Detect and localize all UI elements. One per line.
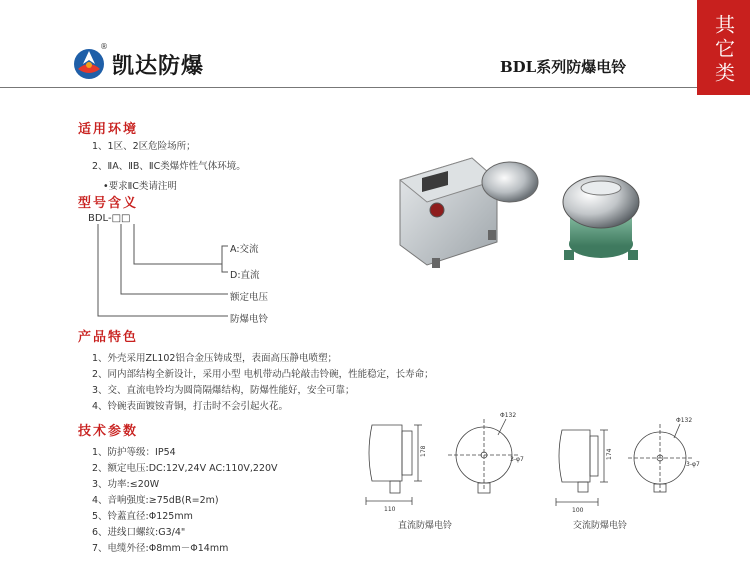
section-title-features: 产品特色 — [78, 330, 139, 345]
dc-bell-photo — [392, 150, 542, 270]
dc-holes-label: 3-φ7 — [510, 456, 524, 463]
spec-item: 4、音响强度:≥75dB(R=2m) — [92, 495, 219, 506]
spec-item: 1、防护等级：IP54 — [92, 447, 176, 458]
section-title-environment: 适用环境 — [78, 122, 139, 137]
model-label-dc: D:直流 — [230, 270, 260, 281]
section-title-model: 型号含义 — [78, 196, 139, 211]
registered-mark: ® — [100, 42, 108, 51]
spec-item: 6、进线口螺纹:G3/4" — [92, 527, 186, 538]
section-title-specs: 技术参数 — [78, 424, 139, 439]
model-label-ac: A:交流 — [230, 244, 259, 255]
spec-item: 7、电缆外径:Φ8mm－Φ14mm — [92, 543, 229, 554]
feature-item: 3、交、直流电铃均为圆筒隔爆结构，防爆性能好，安全可靠； — [92, 385, 355, 396]
model-label-voltage: 额定电压 — [230, 292, 269, 303]
ac-drawing-caption: 交流防爆电铃 — [573, 521, 628, 531]
dc-drawing-caption: 直流防爆电铃 — [398, 521, 453, 531]
product-title: BDL系列防爆电铃 — [500, 58, 627, 76]
dc-dia-label: Φ132 — [500, 412, 517, 419]
dc-bell-drawing — [360, 405, 540, 515]
spec-item: 2、额定电压:DC:12V,24V AC:110V,220V — [92, 463, 278, 474]
environment-note: •要求ⅡC类请注明 — [103, 181, 177, 192]
feature-item: 4、铃碗表面镀铵青铜，打击时不会引起火花。 — [92, 401, 289, 412]
ac-holes-label: 3-φ7 — [686, 461, 700, 468]
spec-item: 5、铃蓋直径:Φ125mm — [92, 511, 193, 522]
model-diagram — [88, 222, 228, 322]
ac-bell-drawing — [548, 410, 708, 515]
model-code: BDL-□□ — [88, 213, 131, 224]
category-tag: 其它类 — [697, 0, 750, 95]
environment-item: 2、ⅡA、ⅡB、ⅡC类爆炸性气体环境。 — [92, 161, 246, 172]
environment-item: 1、1区、2区危险场所； — [92, 141, 196, 152]
dc-height-label: 178 — [420, 445, 427, 457]
spec-item: 3、功率:≤20W — [92, 479, 160, 490]
ac-dia-label: Φ132 — [676, 417, 693, 424]
ac-bell-photo — [560, 168, 642, 264]
dc-width-label: 110 — [384, 506, 396, 513]
feature-item: 2、同内部结构全新设计，采用小型 电机带动凸轮敲击铃碗，性能稳定，长寿命； — [92, 369, 434, 380]
brand-logo — [72, 42, 232, 82]
header-divider — [0, 87, 697, 88]
ac-width-label: 100 — [572, 507, 584, 514]
brand-name: 凯达防爆 — [112, 53, 205, 79]
ac-height-label: 174 — [606, 448, 613, 460]
feature-item: 1、外壳采用ZL102铝合金压铸成型，表面高压静电喷塑； — [92, 353, 337, 364]
brand-icon — [72, 47, 106, 81]
model-label-bell: 防爆电铃 — [230, 314, 269, 325]
